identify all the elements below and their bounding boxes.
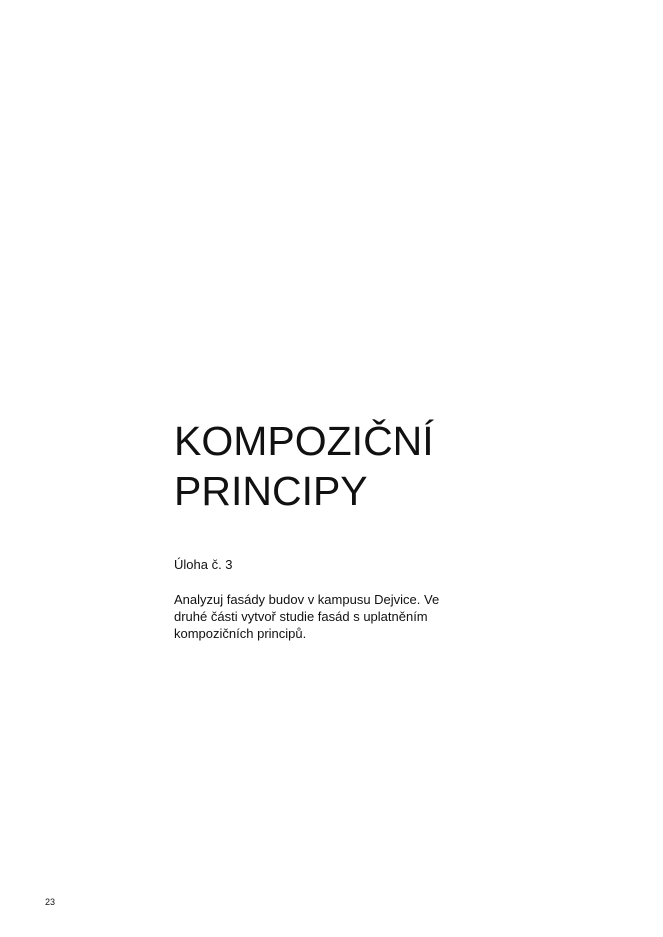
page-title: [174, 416, 594, 516]
task-description: [174, 591, 474, 642]
task-label: Úloha č. 3: [174, 557, 233, 572]
page-title-line-1: KOMPOZIČNÍ: [174, 418, 434, 464]
page-number: 23: [45, 897, 56, 907]
page-title-line-2: PRINCIPY: [174, 468, 368, 514]
task-description-line-2: druhé části vytvoř studie fasád s uplatněním: [174, 609, 428, 624]
task-description-line-1: Analyzuj fasády budov v kampusu Dejvice. Ve: [174, 592, 440, 607]
task-description-line-3: kompozičních principů.: [174, 626, 307, 641]
